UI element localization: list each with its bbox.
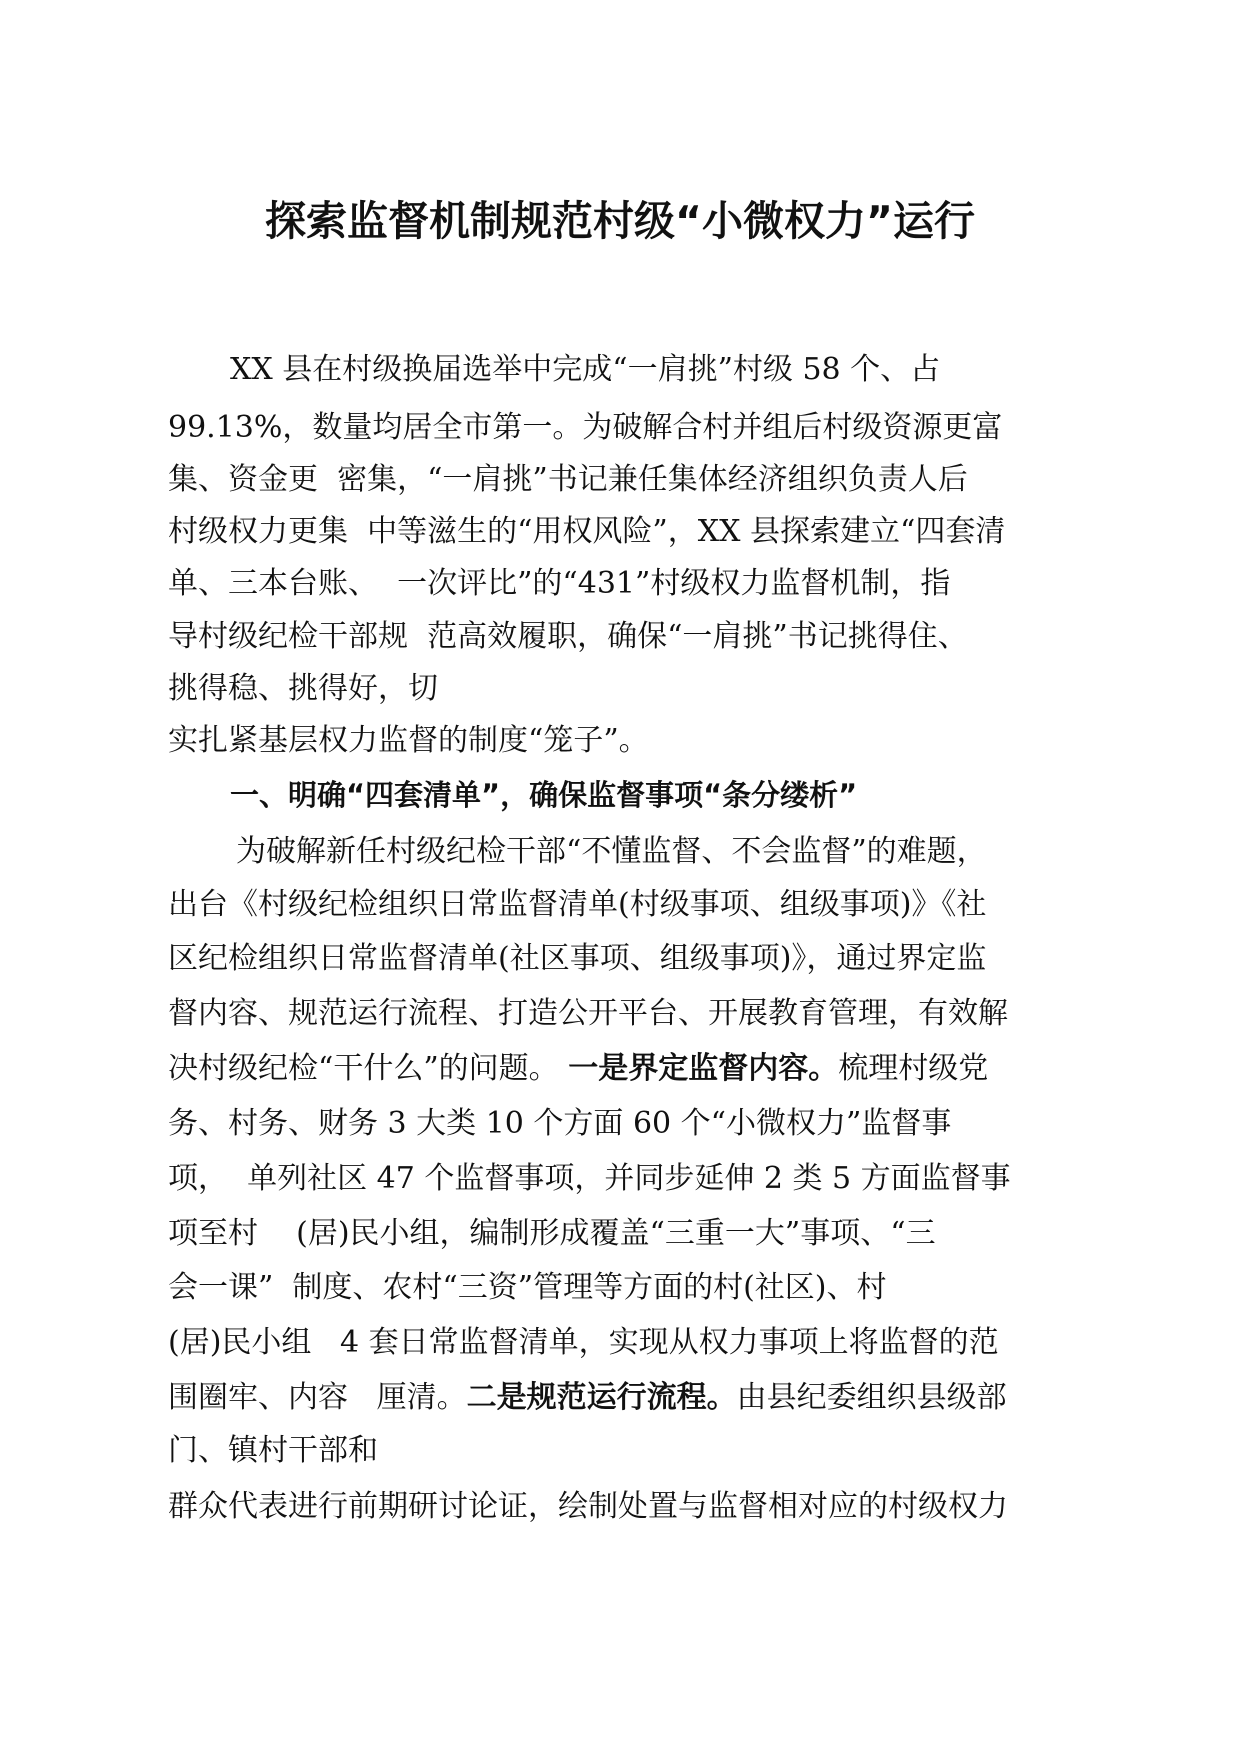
section-1-line-3: 区纪检组织日常监督清单(社区事项、组级事项)》，通过界定监	[168, 941, 987, 976]
section-1-line-9: 会一课” 制度、农村“三资”管理等方面的村(社区)、村	[168, 1270, 887, 1305]
section-1-line-5	[168, 1049, 988, 1089]
section-1-line-8: 项至村 (居)民小组，编制形成覆盖“三重一大”事项、“三	[168, 1216, 936, 1251]
section-1-heading: 一、明确“四套清单”，确保监督事项“条分缕析”	[230, 778, 858, 812]
section-1-line-13: 群众代表进行前期研讨论证，绘制处置与监督相对应的村级权力	[168, 1489, 1008, 1524]
line-11-tail: 由县纪委组织县级部	[736, 1380, 1007, 1415]
section-1-line-2: 出台《村级纪检组织日常监督清单(村级事项、组级事项)》《社	[168, 887, 987, 922]
intro-line-7: 挑得稳、挑得好，切	[168, 671, 438, 706]
section-1-line-7: 项， 单列社区 47 个监督事项，并同步延伸 2 类 5 方面监督事	[168, 1161, 1011, 1196]
intro-line-4: 村级权力更集 中等滋生的“用权风险”，XX 县探索建立“四套清	[168, 514, 1006, 549]
point-two-label: 二是规范运行流程。	[466, 1380, 737, 1415]
section-1-line-12: 门、镇村干部和	[168, 1433, 378, 1468]
intro-line-8: 实扎紧基层权力监督的制度“笼子”。	[168, 723, 649, 758]
line-5-text: 决村级纪检“干什么”的问题。	[168, 1051, 569, 1086]
section-1-line-11	[168, 1378, 1007, 1418]
line-5-tail: 梳理村级党	[838, 1051, 989, 1086]
section-1-line-1: 为破解新任村级纪检干部“不懂监督、不会监督”的难题，	[236, 834, 987, 869]
intro-line-1: XX 县在村级换届选举中完成“一肩挑”村级 58 个、占	[230, 352, 941, 387]
section-1-line-6: 务、村务、财务 3 大类 10 个方面 60 个“小微权力”监督事	[168, 1106, 952, 1141]
intro-line-2: 99.13%，数量均居全市第一。为破解合村并组后村级资源更富	[168, 410, 1003, 445]
point-one-label: 一是界定监督内容。	[568, 1051, 839, 1086]
section-1-line-10: (居)民小组 4 套日常监督清单，实现从权力事项上将监督的范	[168, 1325, 999, 1360]
intro-line-6: 导村级纪检干部规 范高效履职，确保“一肩挑”书记挑得住、	[168, 619, 968, 654]
page-title: 探索监督机制规范村级“小微权力”运行	[265, 197, 975, 245]
section-1-line-4: 督内容、规范运行流程、打造公开平台、开展教育管理，有效解	[168, 996, 1008, 1031]
line-11-text: 围圈牢、内容 厘清。	[168, 1380, 467, 1415]
intro-line-5: 单、三本台账、 一次评比”的“431”村级权力监督机制，指	[168, 566, 951, 601]
intro-line-3: 集、资金更 密集，“一肩挑”书记兼任集体经济组织负责人后	[168, 462, 968, 497]
